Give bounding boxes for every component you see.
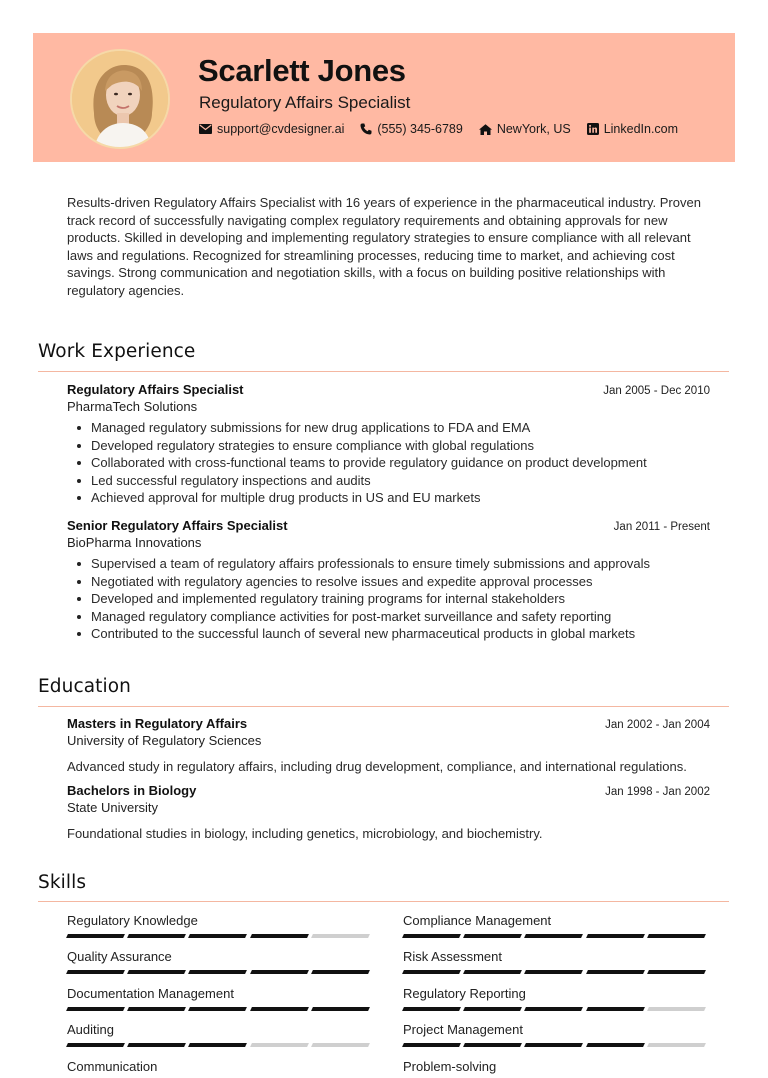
skill-level-segment	[647, 934, 706, 938]
skill-item	[67, 1059, 373, 1074]
skill-level-segment	[463, 970, 522, 974]
skill-level-segment	[647, 970, 706, 974]
job-bullets	[67, 555, 710, 643]
email-text: support@cvdesigner.ai	[217, 122, 345, 136]
skill-level-bar	[67, 1007, 373, 1011]
skill-name: Risk Assessment	[403, 949, 502, 964]
skill-level-segment	[311, 1043, 370, 1047]
education-heading: Education	[38, 676, 132, 697]
skill-level-segment	[463, 934, 522, 938]
school: University of Regulatory Sciences	[67, 733, 262, 748]
skill-item	[67, 1022, 373, 1047]
skill-level-segment	[524, 934, 583, 938]
contact-info	[199, 122, 694, 136]
job-company: PharmaTech Solutions	[67, 399, 198, 414]
skill-level-bar	[67, 1043, 373, 1047]
school: State University	[67, 800, 159, 815]
skill-level-segment	[250, 970, 309, 974]
profile-summary: Results-driven Regulatory Affairs Specialist with 16 years of experience in the pharmaceutical industry. Proven track record of successfully navigating complex regulatory requirements and obtaining approvals for new products. Skilled in developing and implementing regulatory strategies to ensure compliance with all relevant laws and regulations. Recognized for streamlining processes, reducing time to market, and achieving cost savings. Strong communication and negotiation skills, with a focus on building positive relationships with regulatory agencies.	[67, 195, 701, 298]
skill-name: Compliance Management	[403, 913, 552, 928]
job-bullet: Developed regulatory strategies to ensure compliance with global regulations	[67, 437, 710, 455]
skill-item	[67, 949, 373, 974]
education-description: Advanced study in regulatory affairs, including drug development, compliance, and international regulations.	[67, 759, 687, 774]
portrait-image	[72, 51, 170, 149]
skill-name: Documentation Management	[67, 986, 234, 1001]
work-experience-heading: Work Experience	[38, 341, 196, 362]
resume-header	[33, 33, 735, 162]
skill-name: Regulatory Reporting	[403, 986, 526, 1001]
contact-location	[479, 122, 571, 136]
job-bullet: Managed regulatory submissions for new drug applications to FDA and EMA	[67, 419, 710, 437]
skill-level-segment	[127, 934, 186, 938]
education-entry	[67, 716, 710, 774]
envelope-icon	[199, 124, 212, 134]
skill-level-segment	[188, 934, 247, 938]
phone-text: (555) 345-6789	[377, 122, 463, 136]
skill-item	[403, 913, 709, 938]
degree: Bachelors in Biology	[67, 783, 197, 798]
linkedin-text: LinkedIn.com	[603, 122, 679, 136]
skill-level-segment	[524, 1043, 583, 1047]
skill-name: Problem-solving	[403, 1059, 497, 1074]
education-dates: Jan 2002 - Jan 2004	[605, 719, 710, 731]
skill-name: Auditing	[67, 1022, 114, 1037]
skill-level-segment	[463, 1007, 522, 1011]
skill-level-segment	[250, 1043, 309, 1047]
skill-name: Quality Assurance	[67, 949, 172, 964]
candidate-name: Scarlett Jones	[198, 53, 406, 88]
job-role: Regulatory Affairs Specialist	[67, 382, 244, 397]
skill-level-bar	[403, 1007, 709, 1011]
job-dates: Jan 2005 - Dec 2010	[603, 385, 710, 397]
skill-item	[403, 986, 709, 1011]
skill-level-segment	[66, 934, 125, 938]
contact-email[interactable]	[199, 122, 344, 136]
contact-linkedin[interactable]	[587, 122, 678, 136]
job-entry	[67, 382, 710, 507]
job-bullet: Managed regulatory compliance activities for post-market surveillance and safety reporting	[67, 608, 710, 626]
skill-level-bar	[403, 934, 709, 938]
skill-name: Regulatory Knowledge	[67, 913, 198, 928]
skill-level-bar	[403, 1043, 709, 1047]
skill-level-segment	[250, 934, 309, 938]
skill-level-segment	[586, 970, 645, 974]
skill-level-segment	[586, 934, 645, 938]
skill-level-bar	[67, 970, 373, 974]
job-bullet: Developed and implemented regulatory training programs for internal stakeholders	[67, 590, 710, 608]
job-dates: Jan 2011 - Present	[613, 521, 710, 533]
skill-level-segment	[66, 1007, 125, 1011]
linkedin-icon	[587, 123, 599, 135]
section-divider	[38, 706, 729, 707]
skill-level-segment	[524, 970, 583, 974]
skill-level-segment	[402, 1043, 461, 1047]
skill-level-segment	[188, 1007, 247, 1011]
job-bullet: Supervised a team of regulatory affairs professionals to ensure timely submissions and approvals	[67, 555, 710, 573]
skill-level-segment	[66, 1043, 125, 1047]
education-entry	[67, 783, 710, 841]
skill-item	[403, 949, 709, 974]
skill-level-segment	[402, 970, 461, 974]
skill-level-segment	[127, 970, 186, 974]
job-bullet: Contributed to the successful launch of several new pharmaceutical products in global markets	[67, 625, 710, 643]
section-divider	[38, 901, 729, 902]
skill-level-bar	[403, 970, 709, 974]
skill-item	[403, 1022, 709, 1047]
skill-level-segment	[524, 1007, 583, 1011]
skill-level-segment	[647, 1043, 706, 1047]
job-entry	[67, 518, 710, 643]
skill-level-segment	[127, 1007, 186, 1011]
profile-photo	[70, 49, 170, 149]
job-role: Senior Regulatory Affairs Specialist	[67, 518, 288, 533]
candidate-title: Regulatory Affairs Specialist	[199, 93, 411, 112]
phone-icon	[360, 123, 372, 135]
skill-level-segment	[311, 970, 370, 974]
skill-name: Communication	[67, 1059, 158, 1074]
skill-level-segment	[402, 934, 461, 938]
home-icon	[479, 124, 492, 135]
skill-level-segment	[127, 1043, 186, 1047]
skill-item	[67, 986, 373, 1011]
skill-level-segment	[66, 970, 125, 974]
skill-level-segment	[250, 1007, 309, 1011]
degree: Masters in Regulatory Affairs	[67, 716, 248, 731]
job-bullet: Collaborated with cross-functional teams to provide regulatory guidance on product development	[67, 454, 710, 472]
education-description: Foundational studies in biology, including genetics, microbiology, and biochemistry.	[67, 826, 543, 841]
skill-level-segment	[586, 1007, 645, 1011]
skills-heading: Skills	[38, 872, 87, 893]
job-bullet: Negotiated with regulatory agencies to resolve issues and expedite approval processes	[67, 573, 710, 591]
section-divider	[38, 371, 729, 372]
skill-item	[403, 1059, 709, 1074]
location-text: NewYork, US	[496, 122, 571, 136]
skill-level-segment	[402, 1007, 461, 1011]
job-bullet: Led successful regulatory inspections and audits	[67, 472, 710, 490]
job-bullet: Achieved approval for multiple drug products in US and EU markets	[67, 489, 710, 507]
skill-level-segment	[463, 1043, 522, 1047]
education-dates: Jan 1998 - Jan 2002	[605, 786, 710, 798]
skill-name: Project Management	[403, 1022, 523, 1037]
job-company: BioPharma Innovations	[67, 535, 202, 550]
job-bullets	[67, 419, 710, 507]
skill-level-segment	[311, 934, 370, 938]
skill-level-segment	[188, 1043, 247, 1047]
skill-level-segment	[647, 1007, 706, 1011]
skill-level-segment	[586, 1043, 645, 1047]
skill-level-segment	[188, 970, 247, 974]
contact-phone[interactable]	[360, 122, 462, 136]
skill-item	[67, 913, 373, 938]
skill-level-segment	[311, 1007, 370, 1011]
skill-level-bar	[67, 934, 373, 938]
